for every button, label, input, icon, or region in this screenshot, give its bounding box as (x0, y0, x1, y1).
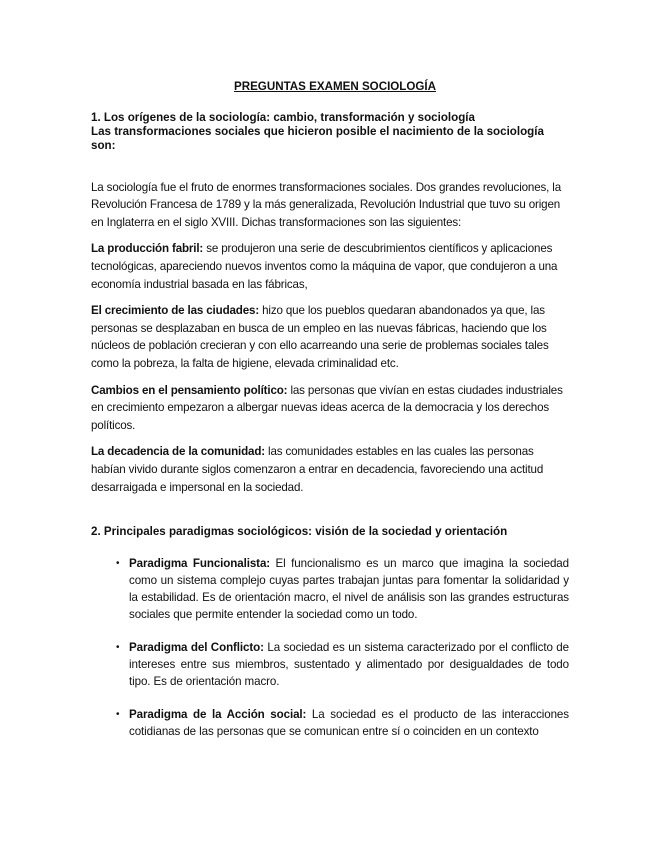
document-title: PREGUNTAS EXAMEN SOCIOLOGÍA (233, 80, 437, 93)
transformation-item (91, 382, 569, 435)
bullet-icon: • (116, 708, 120, 720)
section-1-subheading: Las transformaciones sociales que hicieron posible el nacimiento de la sociología son: (91, 124, 544, 152)
section-gap (91, 505, 569, 523)
section-1-intro: La sociología fue el fruto de enormes transformaciones sociales. Dos grandes revoluciones, la Revolución Francesa de 1789 y la más generalizada, Revolución Industrial que tuvo su origen en Inglaterra en el siglo XVIII. Dichas transformaciones son las siguientes: (91, 180, 562, 229)
paradigm-text: La sociedad es el producto de las interacciones cotidianas de las personas que se comunican entre sí o coinciden en un contexto (129, 707, 569, 738)
paradigm-text: La sociedad es un sistema caracterizado por el conflicto de intereses entre sus miembros, sustentado y alimentado por desigualdades de todo tipo. Es de orientación macro. (129, 640, 569, 688)
transformation-text: las comunidades estables en las cuales las personas habían vivido durante siglos comenzaron a entrar en decadencia, favoreciendo una actitud desarraigada e impersonal en la sociedad. (91, 445, 544, 494)
transformation-item (91, 240, 569, 293)
transformation-text: las personas que vivían en estas ciudades industriales en crecimiento empezaron a albergar nuevas ideas acerca de la democracia y los derechos políticos. (91, 383, 563, 432)
section-1-heading: 1. Los orígenes de la sociología: cambio, transformación y sociología (91, 110, 475, 124)
transformation-text: se produjeron una serie de descubrimientos científicos y aplicaciones tecnológicas, apareciendo nuevos inventos como la máquina de vapor, que condujeron a una economía industrial basada en las fábricas, (91, 242, 558, 291)
section-2-heading: 2. Principales paradigmas sociológicos: visión de la sociedad y orientación (91, 525, 508, 539)
paradigm-term: Paradigma Funcionalista: (129, 556, 271, 570)
paradigm-item (116, 639, 569, 690)
transformation-term: La producción fabril: (91, 242, 204, 256)
paradigm-term: Paradigma del Conflicto: (129, 640, 264, 654)
transformation-term: Cambios en el pensamiento político: (91, 383, 288, 397)
transformation-item (91, 443, 569, 496)
transformation-term: La decadencia de la comunidad: (91, 445, 265, 459)
paradigm-term: Paradigma de la Acción social: (129, 707, 307, 721)
paradigm-item (116, 706, 569, 740)
bullet-icon: • (116, 557, 120, 569)
paradigm-item (116, 555, 569, 623)
transformation-text: hizo que los pueblos quedaran abandonados ya que, las personas se desplazaban en busca de un empleo en las nuevas fábricas, haciendo que los núcleos de población crecieran y con ello acarreando una serie de problemas sociales tales como la pobreza, la falta de higiene, elevada criminalidad etc. (91, 304, 549, 370)
transformation-item (91, 302, 569, 372)
paradigm-text: El funcionalismo es un marco que imagina la sociedad como un sistema complejo cuyas partes trabajan juntas para fomentar la solidaridad y la estabilidad. Es de orientación macro, el nivel de análisis son las grandes estructuras sociales que permite entender la sociedad como un todo. (129, 556, 569, 621)
transformation-term: El crecimiento de las ciudades: (91, 304, 260, 318)
bullet-icon: • (116, 641, 120, 653)
paradigm-list (91, 555, 569, 740)
